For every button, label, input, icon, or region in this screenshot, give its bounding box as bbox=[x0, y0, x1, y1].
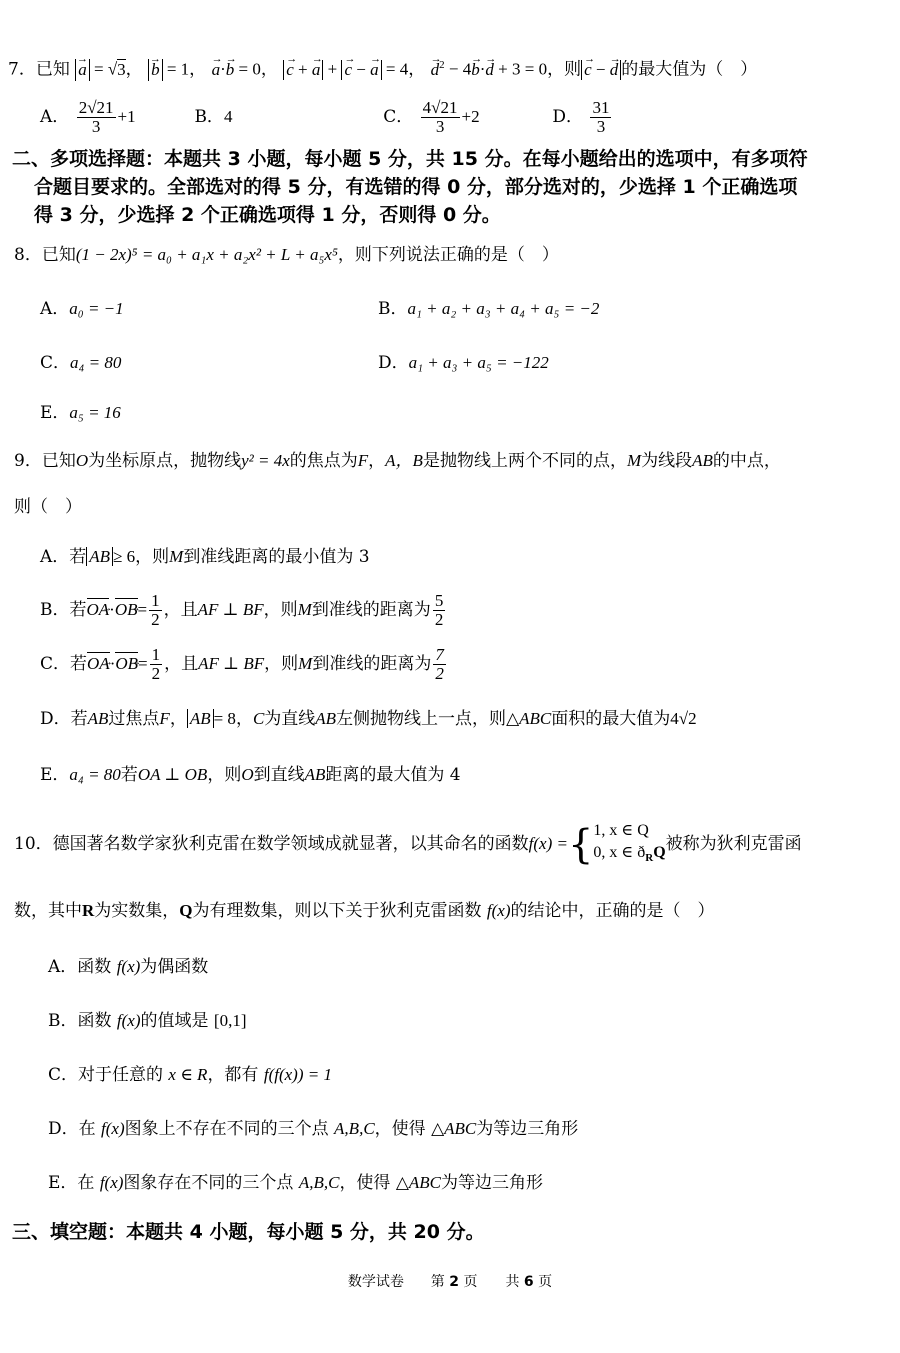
q10-option-c bbox=[48, 1064, 332, 1086]
footer-page-pre: 第 bbox=[430, 1274, 445, 1290]
q9-opt-a-abs: AB bbox=[86, 547, 113, 566]
q9-lead: 9．已知 bbox=[14, 451, 76, 471]
q9-opt-c-dot: · bbox=[109, 654, 116, 673]
q8-opt-a-label: A． bbox=[40, 299, 70, 319]
q10-opt-b-label: B． bbox=[48, 1011, 78, 1031]
q7-stem: 7．已知 → a = √3， → b = 1， → a·→ b = 0， → c + → a + → c − → a = 4， → $d^2 - 4\to b\cdot\to d + 3 = 0$，则→ c − → d 的最大值为（ ） bbox=[8, 54, 757, 81]
q9-opt-c-perp: AF ⊥ BF bbox=[198, 654, 265, 673]
q7-c2: → c bbox=[344, 59, 352, 81]
q10-opt-d-a: 在 bbox=[78, 1119, 96, 1139]
q9-opt-e-d: 距离的最大值为 4 bbox=[325, 765, 461, 785]
q9-text-e: 为线段 bbox=[641, 451, 693, 471]
q10-number: 10． bbox=[14, 834, 53, 855]
q9-opt-a-tail: 到准线距离的最小值为 3 bbox=[183, 547, 370, 567]
q10-opt-c-b: ，都有 bbox=[207, 1065, 259, 1085]
q9-option-d bbox=[40, 708, 697, 730]
q10-opt-e-d: 为等边三角形 bbox=[441, 1173, 544, 1193]
q9-parabola: y² = 4x bbox=[241, 451, 290, 470]
q9-opt-b-label: B． bbox=[40, 600, 70, 620]
q7-coef: 4 bbox=[462, 59, 472, 79]
q9-opt-d-b: ， bbox=[169, 709, 187, 729]
q10-opt-a-fx: f(x) bbox=[116, 957, 141, 976]
q10-opt-c-ffx: f(f(x)) = 1 bbox=[263, 1065, 332, 1084]
q10-opt-a-label: A． bbox=[48, 957, 78, 977]
q8-opt-d: a₁ + a₃ + a₅ = −122 bbox=[408, 353, 549, 372]
q9-opt-c-frac bbox=[150, 646, 163, 683]
q9-text-d: 是抛物线上两个不同的点， bbox=[422, 451, 627, 471]
q10-text-4: 为实数集， bbox=[94, 901, 180, 921]
q9-opt-c-OB: OB → bbox=[115, 652, 138, 673]
q7-opt-b-label: B． bbox=[194, 107, 224, 127]
q9-opt-b-rden: 2 bbox=[434, 610, 444, 629]
q10-opt-a-b: 为偶函数 bbox=[140, 957, 209, 977]
q7-opt-c-den: 3 bbox=[435, 117, 445, 136]
q9-opt-b-rnum: 5 bbox=[434, 591, 444, 610]
q8-option-c bbox=[40, 352, 121, 374]
q10-opt-d-fx: f(x) bbox=[101, 1119, 125, 1138]
q10-text-3: 数，其中 bbox=[14, 901, 82, 921]
q9-opt-c-num: 1 bbox=[151, 645, 161, 664]
q9-opt-d-C: C bbox=[252, 709, 265, 728]
q7-d2: → d bbox=[485, 59, 494, 81]
q7-opt-d-frac bbox=[590, 99, 611, 136]
q9-opt-d-c: ， bbox=[235, 709, 253, 729]
q10-case2: 0, x ∈ ð bbox=[593, 844, 646, 861]
q7-number: 7． bbox=[8, 59, 36, 80]
q9-opt-c-post: ，则 bbox=[264, 654, 299, 674]
q9-opt-c-rnum: 7 bbox=[435, 645, 444, 664]
section2-line2: 合题目要求的。全部选对的得 5 分，有选错的得 0 分，部分选对的，少选择 1 个正确选项 bbox=[34, 176, 798, 198]
q9-option-e bbox=[40, 764, 461, 786]
q9-opt-c-OA: OA → bbox=[87, 652, 110, 673]
q7-opt-c-frac bbox=[421, 99, 460, 136]
q8-opt-b: a₁ + a₂ + a₃ + a₄ + a₅ = −2 bbox=[407, 299, 600, 318]
q10-stem-line1 bbox=[14, 820, 802, 869]
q9-opt-a-label: A． bbox=[40, 547, 70, 567]
q10-case2-tail: Q bbox=[653, 844, 666, 861]
q7-dot-value: 0 bbox=[252, 59, 261, 79]
q9-F: F bbox=[357, 451, 369, 470]
q7-options bbox=[40, 97, 613, 137]
q10-fx: f(x) = bbox=[528, 834, 568, 854]
q9-option-b bbox=[40, 590, 447, 630]
q10-opt-e-fx: f(x) bbox=[99, 1173, 124, 1192]
q9-opt-c-label: C． bbox=[40, 654, 71, 674]
q10-opt-b-a: 函数 bbox=[77, 1011, 112, 1031]
q9-opt-e-a: 若 bbox=[120, 765, 138, 785]
q7-zero: 0 bbox=[538, 59, 548, 79]
q7-d3: → d bbox=[610, 59, 619, 81]
q8-lead: 8．已知 bbox=[14, 245, 76, 265]
q7-tail: 的最大值为（ ） bbox=[621, 59, 758, 80]
q10-opt-c-a: 对于任意的 bbox=[78, 1065, 164, 1085]
footer-total-pages: 6 bbox=[523, 1274, 534, 1290]
q7-d: → d bbox=[431, 59, 440, 81]
q7-c3: → c bbox=[584, 59, 592, 81]
q9-opt-b-dot: · bbox=[109, 600, 115, 619]
q7-const: 3 bbox=[511, 59, 521, 79]
q9-opt-e-perp: OA ⊥ OB bbox=[137, 765, 208, 784]
q10-opt-b-fx: f(x) bbox=[116, 1011, 141, 1030]
q8-option-a bbox=[40, 298, 124, 320]
q10-option-e bbox=[48, 1172, 543, 1194]
q7-opt-c-label: C． bbox=[383, 107, 414, 127]
q9-opt-b-perp: AF ⊥ BF bbox=[197, 600, 264, 619]
q10-opt-a-a: 函数 bbox=[77, 957, 112, 977]
q9-opt-c-eq: = bbox=[138, 654, 148, 673]
q7-sum-value: 4 bbox=[399, 59, 409, 79]
q10-stem-line2 bbox=[14, 900, 715, 922]
q10-case2-sub: R bbox=[645, 852, 654, 865]
q9-opt-c-den: 2 bbox=[151, 664, 161, 683]
q9-O: O bbox=[75, 451, 89, 470]
footer-page-mid: 页 共 bbox=[463, 1274, 520, 1290]
q9-opt-d-pre: 若 bbox=[70, 709, 88, 729]
q10-opt-e-a: 在 bbox=[77, 1173, 95, 1193]
q10-opt-e-c: ，使得 bbox=[339, 1173, 391, 1193]
q7-a3: → a bbox=[370, 59, 379, 81]
q9-opt-d-f: 面积的最大值为 bbox=[551, 709, 671, 729]
q8-opt-a: a₀ = −1 bbox=[69, 299, 124, 318]
q9-opt-b-OA: OA → bbox=[87, 598, 110, 619]
q7-opt-d-label: D． bbox=[552, 107, 584, 127]
q8-opt-c-label: C． bbox=[40, 353, 71, 373]
q8-stem bbox=[14, 244, 559, 266]
q7-c1: → c bbox=[286, 59, 294, 81]
q10-opt-d-pts: A,B,C bbox=[334, 1119, 375, 1138]
q9-opt-a-M: M bbox=[169, 547, 184, 566]
q10-option-b bbox=[48, 1010, 246, 1032]
q9-M: M bbox=[626, 451, 642, 470]
q8-opt-d-label: D． bbox=[378, 353, 409, 373]
q9-opt-c-result bbox=[433, 646, 446, 683]
q7-opt-d-num: 31 bbox=[592, 98, 610, 117]
q9-opt-b-pre: 若 bbox=[69, 600, 87, 620]
q7-a2: → a bbox=[312, 59, 321, 81]
q9-text-c: ， bbox=[368, 451, 386, 471]
q10-cases bbox=[593, 820, 665, 869]
q8-opt-e: a₅ = 16 bbox=[69, 403, 121, 422]
q7-opt-a-tail: +1 bbox=[117, 107, 136, 126]
q9-opt-e-b: ，则 bbox=[207, 765, 242, 785]
q10-opt-d-label: D． bbox=[48, 1119, 79, 1139]
q9-opt-d-tri: △ABC bbox=[506, 709, 552, 728]
q7-opt-c-tail: +2 bbox=[461, 107, 480, 126]
q9-opt-d-a: 过焦点 bbox=[108, 709, 160, 729]
q9-opt-d-AB: AB bbox=[87, 709, 109, 728]
q10-text-6: 的结论中，正确的是（ ） bbox=[510, 901, 715, 921]
q7-opt-b-value: 4 bbox=[223, 107, 233, 126]
q8-opt-b-label: B． bbox=[378, 299, 408, 319]
q10-opt-e-b: 图象存在不同的三个点 bbox=[123, 1173, 294, 1193]
section2-line3: 得 3 分，少选择 2 个正确选项得 1 分，否则得 0 分。 bbox=[34, 204, 501, 226]
q9-text-b: 的焦点为 bbox=[289, 451, 358, 471]
q9-opt-a-pre: 若 bbox=[69, 547, 87, 567]
q9-opt-d-F: F bbox=[159, 709, 170, 728]
q9-opt-b-tail: 到准线的距离为 bbox=[311, 600, 431, 620]
q10-case1: 1, x ∈ Q bbox=[593, 822, 649, 839]
q9-opt-b-num: 1 bbox=[151, 591, 160, 610]
q9-opt-a-ge: ≥ 6 bbox=[113, 547, 136, 566]
q7-opt-a-num: 2√21 bbox=[78, 98, 114, 117]
q9-opt-b-M: M bbox=[297, 600, 312, 619]
q10-opt-c-x: x ∈ R bbox=[168, 1065, 208, 1084]
q9-opt-e-O: O bbox=[241, 765, 254, 784]
q9-opt-b-post: ，则 bbox=[263, 600, 298, 620]
q9-opt-b-mid: ，且 bbox=[163, 600, 198, 620]
q9-opt-d-abs: AB bbox=[187, 709, 214, 728]
q10-opt-d-d: 为等边三角形 bbox=[476, 1119, 579, 1139]
q9-text-f: 的中点， bbox=[712, 451, 781, 471]
q9-opt-d-eq: = 8 bbox=[213, 709, 236, 728]
q9-opt-b-frac bbox=[149, 592, 162, 629]
q9-opt-c-M: M bbox=[298, 654, 313, 673]
q7-b2: → b bbox=[471, 59, 480, 81]
q9-stem-line1 bbox=[14, 450, 781, 472]
q10-option-a bbox=[48, 956, 208, 978]
q10-text-5: 为有理数集，则以下关于狄利克雷函数 bbox=[192, 901, 482, 921]
q9-stem-line2: 则（ ） bbox=[14, 497, 82, 517]
q7-vec-a: → a bbox=[75, 59, 90, 81]
q7-lead: 已知 bbox=[35, 59, 70, 80]
q10-opt-e-tri: △ABC bbox=[395, 1173, 442, 1192]
q10-opt-b-b: 的值域是 bbox=[140, 1011, 209, 1031]
q7-opt-d-den: 3 bbox=[596, 117, 606, 136]
q10-text-2: 被称为狄利克雷函 bbox=[665, 834, 802, 855]
q9-opt-c-pre: 若 bbox=[70, 654, 88, 674]
q9-opt-e-AB: AB bbox=[304, 765, 326, 784]
q9-opt-e-a4: a₄ = 80 bbox=[69, 765, 121, 784]
q7-b-value: 1 bbox=[180, 59, 190, 79]
q9-opt-d-AB2: AB bbox=[315, 709, 337, 728]
q9-opt-d-e: 左侧抛物线上一点，则 bbox=[336, 709, 507, 729]
q7-opt-a-den: 3 bbox=[91, 117, 101, 136]
q10-opt-d-tri: △ABC bbox=[431, 1119, 477, 1138]
q9-opt-c-tail: 到准线的距离为 bbox=[312, 654, 432, 674]
q7-vec-b: → b bbox=[148, 59, 163, 81]
q9-opt-b-den: 2 bbox=[151, 610, 160, 629]
q9-opt-c-rden: 2 bbox=[435, 664, 444, 683]
q9-opt-d-label: D． bbox=[40, 709, 71, 729]
q10-Q: Q bbox=[179, 901, 193, 920]
q7-b: → b bbox=[226, 59, 235, 81]
q9-opt-a-post: ，则 bbox=[135, 547, 170, 567]
q7-opt-c-num: 4√21 bbox=[422, 98, 458, 117]
q9-AB-points: A，B bbox=[385, 451, 423, 470]
q10-fx2: f(x) bbox=[486, 901, 511, 920]
q10-text-1: 德国著名数学家狄利克雷在数学领域成就显著，以其命名的函数 bbox=[52, 834, 529, 855]
q9-option-a bbox=[40, 546, 370, 568]
q10-option-d bbox=[48, 1118, 578, 1140]
q10-opt-b-set: [0,1] bbox=[213, 1011, 247, 1030]
footer-page-number: 2 bbox=[449, 1274, 459, 1290]
q8-option-b bbox=[378, 298, 599, 320]
q9-opt-e-label: E． bbox=[40, 765, 70, 785]
q10-R: R bbox=[82, 901, 95, 920]
q9-opt-e-c: 到直线 bbox=[253, 765, 305, 785]
q8-expansion: (1 − 2x)⁵ = a₀ + a₁x + a₂x² + L + a₅x⁵ bbox=[75, 245, 338, 264]
q9-opt-d-d: 为直线 bbox=[264, 709, 316, 729]
q10-opt-e-pts: A,B,C bbox=[298, 1173, 340, 1192]
q7-opt-a-frac bbox=[77, 99, 116, 136]
q8-tail: ，则下列说法正确的是（ ） bbox=[337, 245, 559, 265]
q10-opt-d-b: 图象上不存在不同的三个点 bbox=[124, 1119, 329, 1139]
q7-then: 则 bbox=[564, 59, 582, 80]
section2-line1: 二、多项选择题：本题共 3 小题，每小题 5 分，共 15 分。在每小题给出的选项中，有多项符 bbox=[12, 148, 808, 170]
q9-opt-d-val: 4√2 bbox=[670, 709, 697, 728]
q10-opt-e-label: E． bbox=[48, 1173, 78, 1193]
q9-segment: AB bbox=[692, 451, 713, 470]
q8-option-d bbox=[378, 352, 549, 374]
q8-opt-e-label: E． bbox=[40, 403, 70, 423]
q9-opt-b-eq: = bbox=[137, 600, 148, 619]
q9-opt-c-mid: ，且 bbox=[164, 654, 199, 674]
q10-brace: { bbox=[567, 821, 594, 868]
q8-opt-c: a₄ = 80 bbox=[70, 353, 122, 372]
q7-sqrt3: 3 bbox=[117, 59, 126, 79]
q10-opt-c-label: C． bbox=[48, 1065, 79, 1085]
q7-opt-a-label: A． bbox=[40, 107, 70, 127]
section3-line1: 三、填空题：本题共 4 小题，每小题 5 分，共 20 分。 bbox=[12, 1221, 485, 1243]
q8-option-e bbox=[40, 402, 121, 424]
footer-subject: 数学试卷 bbox=[347, 1274, 404, 1290]
q7-a: → a bbox=[212, 59, 221, 81]
footer-page-post: 页 bbox=[538, 1274, 553, 1290]
page-footer bbox=[0, 1271, 900, 1291]
q9-opt-b-result bbox=[433, 592, 446, 629]
q10-opt-d-c: ，使得 bbox=[374, 1119, 426, 1139]
q9-text-a: 为坐标原点，抛物线 bbox=[88, 451, 242, 471]
q9-option-c bbox=[40, 644, 448, 684]
q9-opt-b-OB: OB → bbox=[115, 598, 138, 619]
